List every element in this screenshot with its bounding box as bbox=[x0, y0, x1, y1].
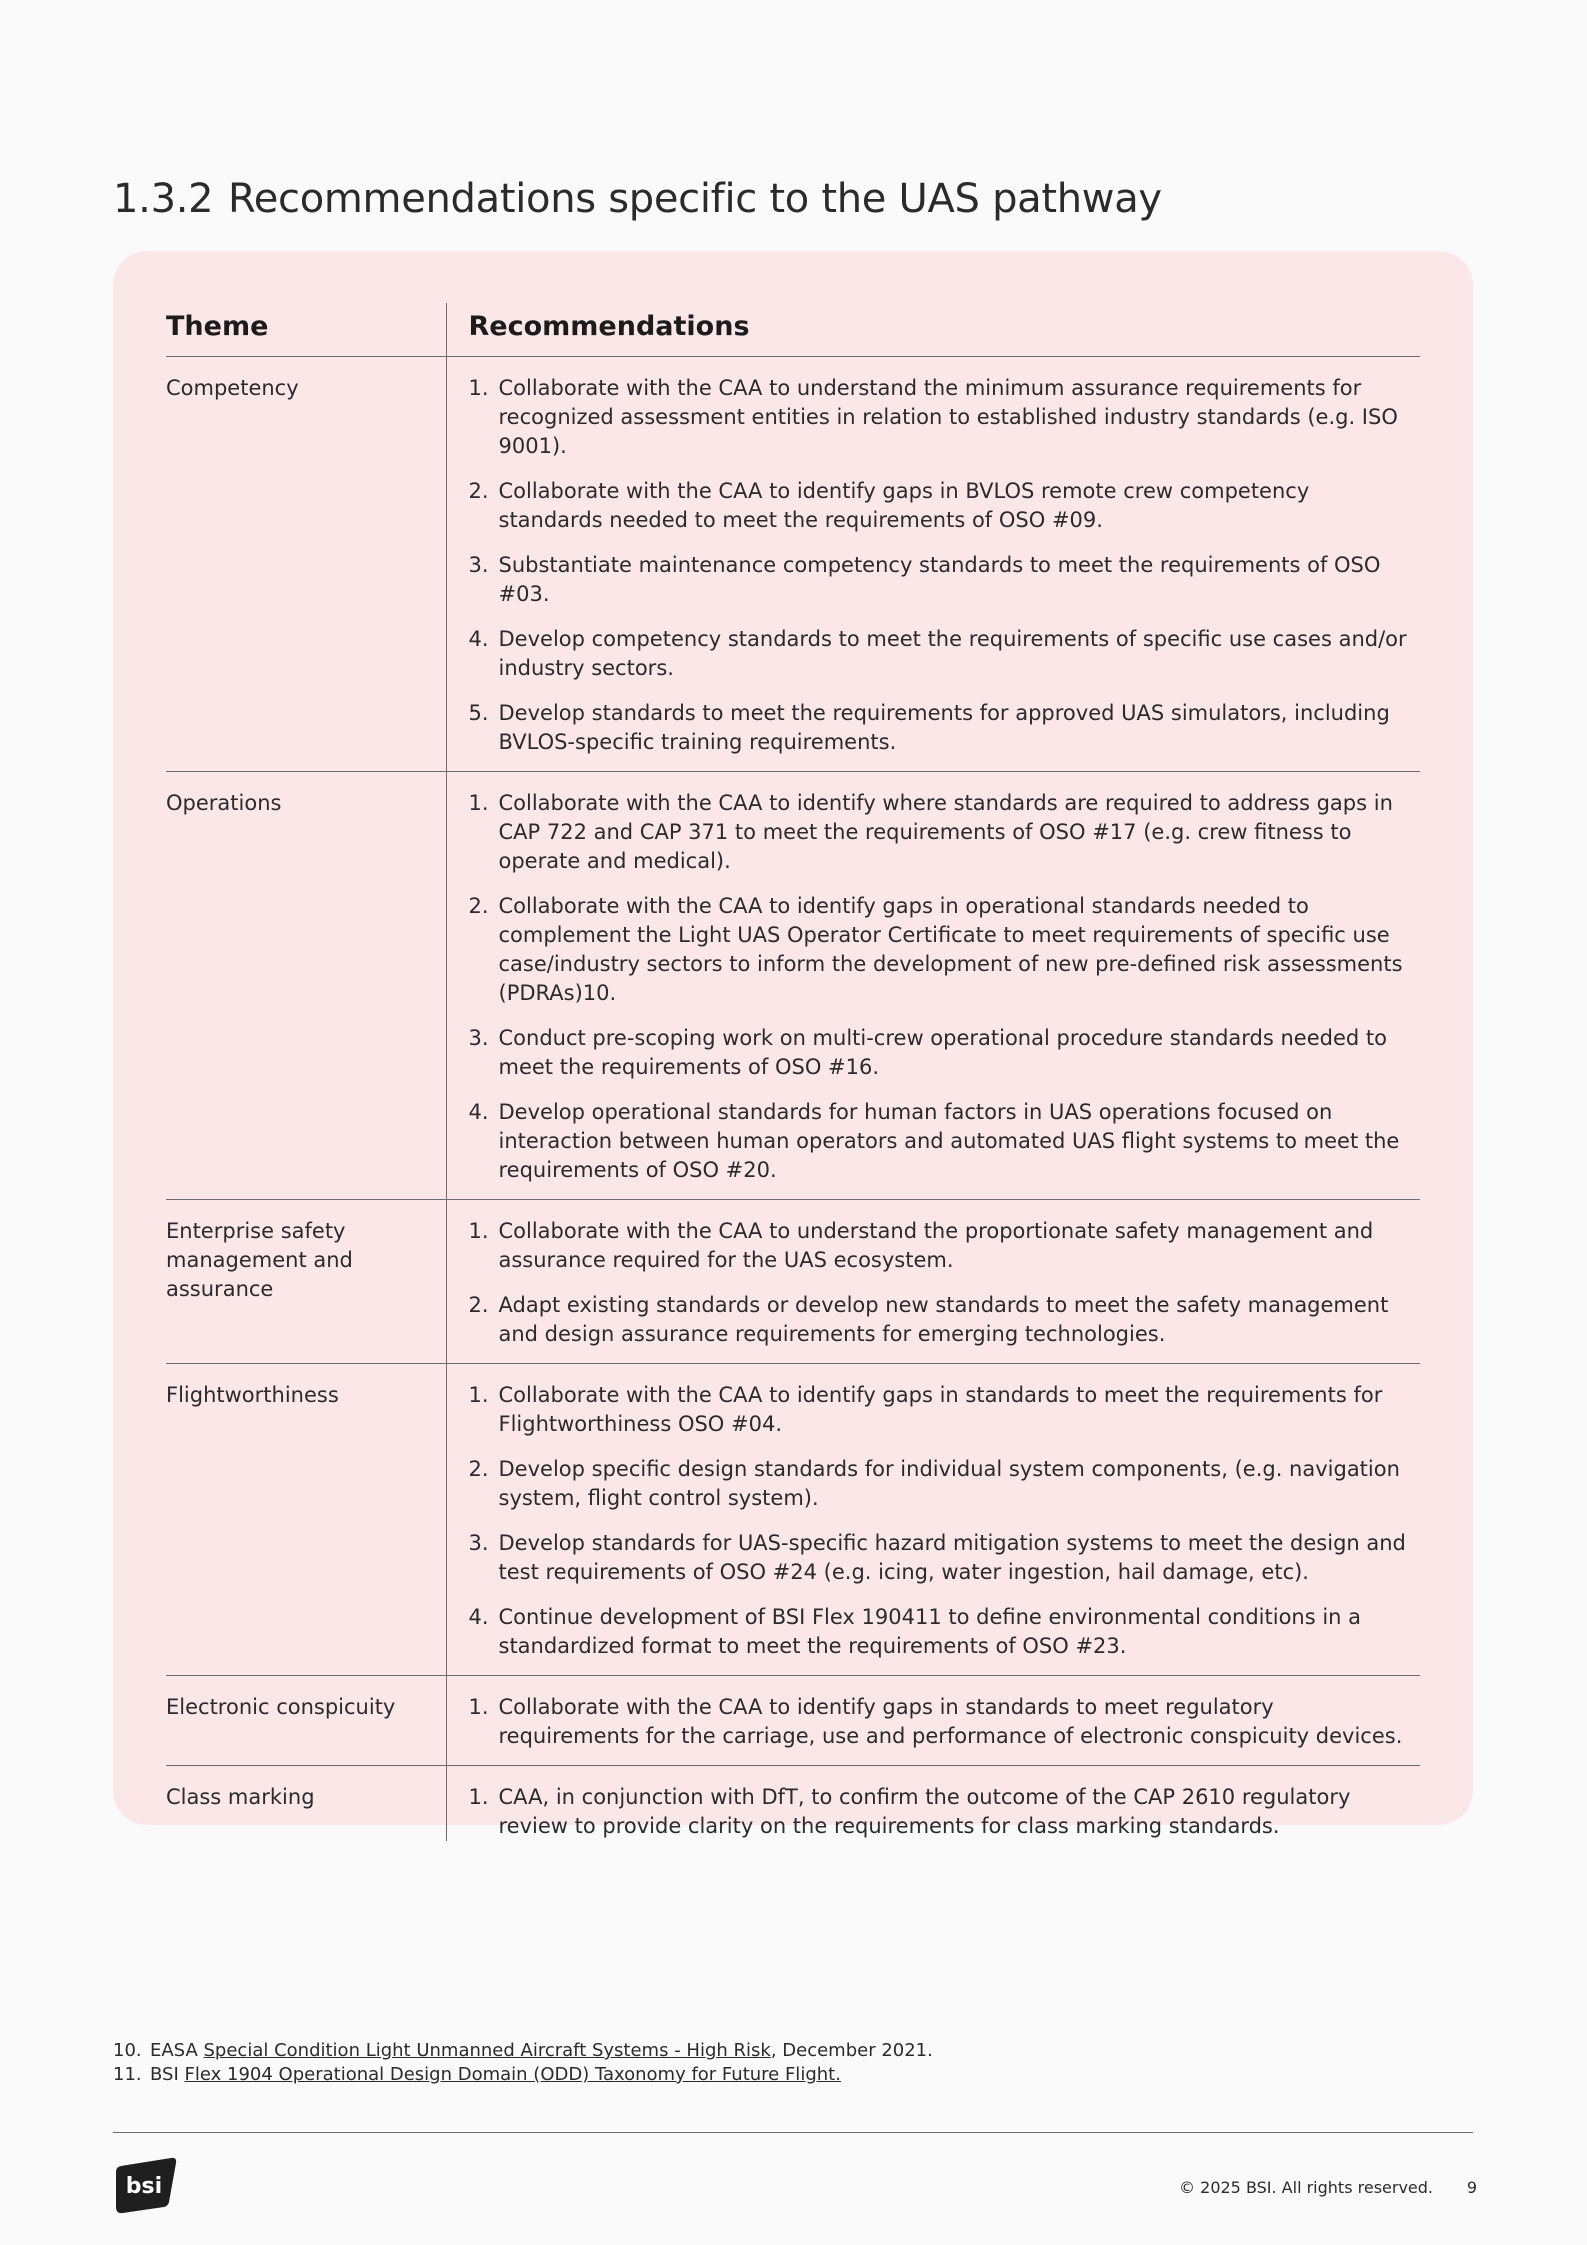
list-item bbox=[469, 1291, 1421, 1349]
list-item-text: Collaborate with the CAA to identify gaps in operational standards needed to complement the Light UAS Operator Certificate to meet requirements of specific use case/industry sectors to inform the development of new pre-defined risk assessments (PDRAs)10. bbox=[498, 894, 1403, 1005]
list-item bbox=[469, 892, 1421, 1008]
recommendations-cell bbox=[446, 1200, 1420, 1364]
recommendations-cell bbox=[446, 1364, 1420, 1676]
list-item-number: 2. bbox=[468, 894, 489, 918]
footnote-number: 10. bbox=[113, 2040, 142, 2061]
list-item-text: Develop standards for UAS-specific hazard mitigation systems to meet the design and test requirements of OSO #24 (e.g. icing, water ingestion, hail damage, etc). bbox=[498, 1531, 1406, 1584]
theme-cell: Competency bbox=[166, 357, 446, 772]
table-row bbox=[166, 357, 1420, 772]
theme-header: Theme bbox=[166, 303, 446, 357]
recommendation-list bbox=[469, 1693, 1421, 1751]
theme-cell: Enterprise safety management and assurance bbox=[166, 1200, 446, 1364]
list-item bbox=[469, 625, 1421, 683]
list-item bbox=[469, 1217, 1421, 1275]
list-item bbox=[469, 789, 1421, 876]
section-title: Recommendations specific to the UAS pathway bbox=[228, 176, 1162, 222]
list-item-text: Develop specific design standards for individual system components, (e.g. navigation system, flight control system). bbox=[498, 1457, 1400, 1510]
list-item-number: 5. bbox=[468, 701, 489, 725]
footnote-link[interactable]: Special Condition Light Unmanned Aircraft Systems - High Risk bbox=[203, 2040, 771, 2061]
table-row bbox=[166, 1766, 1420, 1842]
list-item bbox=[469, 477, 1421, 535]
section-number: 1.3.2 bbox=[113, 176, 214, 222]
list-item-number: 3. bbox=[468, 1531, 489, 1555]
footnote-prefix: EASA bbox=[150, 2040, 198, 2061]
list-item-text: Collaborate with the CAA to identify gaps in standards to meet the requirements for Flightworthiness OSO #04. bbox=[498, 1383, 1383, 1436]
list-item-text: CAA, in conjunction with DfT, to confirm the outcome of the CAP 2610 regulatory review to provide clarity on the requirements for class marking standards. bbox=[498, 1785, 1351, 1838]
recommendations-cell bbox=[446, 772, 1420, 1200]
list-item-text: Develop competency standards to meet the requirements of specific use cases and/or industry sectors. bbox=[498, 627, 1407, 680]
list-item-number: 1. bbox=[468, 1785, 489, 1809]
table-header-row bbox=[166, 303, 1420, 357]
list-item bbox=[469, 551, 1421, 609]
table-body bbox=[166, 357, 1420, 1842]
theme-cell: Electronic conspicuity bbox=[166, 1676, 446, 1766]
recommendations-header: Recommendations bbox=[446, 303, 1420, 357]
list-item-text: Develop standards to meet the requirements for approved UAS simulators, including BVLOS-specific training requirements. bbox=[498, 701, 1390, 754]
footnote-number: 11. bbox=[113, 2064, 142, 2085]
recommendations-cell bbox=[446, 1676, 1420, 1766]
list-item-number: 3. bbox=[468, 553, 489, 577]
list-item-number: 1. bbox=[468, 1383, 489, 1407]
list-item bbox=[469, 1455, 1421, 1513]
list-item bbox=[469, 1098, 1421, 1185]
copyright-text: © 2025 BSI. All rights reserved. bbox=[1179, 2178, 1433, 2197]
list-item bbox=[469, 699, 1421, 757]
list-item-number: 4. bbox=[468, 1605, 489, 1629]
logo-text: bsi bbox=[125, 2174, 163, 2199]
list-item-text: Adapt existing standards or develop new standards to meet the safety management and design assurance requirements for emerging technologies. bbox=[498, 1293, 1389, 1346]
recommendation-list bbox=[469, 1381, 1421, 1661]
list-item-text: Develop operational standards for human factors in UAS operations focused on interaction between human operators and automated UAS flight systems to meet the requirements of OSO #20. bbox=[498, 1100, 1400, 1182]
list-item-text: Collaborate with the CAA to understand the proportionate safety management and assurance required for the UAS ecosystem. bbox=[498, 1219, 1374, 1272]
recommendations-panel bbox=[113, 251, 1473, 1838]
list-item-number: 1. bbox=[468, 1219, 489, 1243]
list-item-number: 3. bbox=[468, 1026, 489, 1050]
list-item-number: 1. bbox=[468, 1695, 489, 1719]
page-title bbox=[113, 176, 1162, 222]
list-item-text: Continue development of BSI Flex 190411 to define environmental conditions in a standardized format to meet the requirements of OSO #23. bbox=[498, 1605, 1362, 1658]
page-number: 9 bbox=[1466, 2178, 1477, 2197]
list-item bbox=[469, 1783, 1421, 1841]
list-item-text: Conduct pre-scoping work on multi-crew operational procedure standards needed to meet the requirements of OSO #16. bbox=[498, 1026, 1387, 1079]
list-item-text: Collaborate with the CAA to identify gaps in BVLOS remote crew competency standards needed to meet the requirements of OSO #09. bbox=[498, 479, 1310, 532]
list-item bbox=[469, 1024, 1421, 1082]
list-item-number: 2. bbox=[468, 479, 489, 503]
recommendations-cell bbox=[446, 357, 1420, 772]
recommendation-list bbox=[469, 1217, 1421, 1349]
footnote-prefix: BSI bbox=[150, 2064, 179, 2085]
table-row bbox=[166, 1200, 1420, 1364]
recommendation-list bbox=[469, 789, 1421, 1185]
list-item-number: 1. bbox=[468, 376, 489, 400]
recommendation-list bbox=[469, 374, 1421, 757]
list-item-text: Substantiate maintenance competency standards to meet the requirements of OSO #03. bbox=[498, 553, 1381, 606]
table-row bbox=[166, 772, 1420, 1200]
footnote-suffix: , December 2021. bbox=[770, 2040, 933, 2061]
recommendation-list bbox=[469, 1783, 1421, 1841]
theme-cell: Operations bbox=[166, 772, 446, 1200]
list-item-text: Collaborate with the CAA to understand the minimum assurance requirements for recognized assessment entities in relation to established industry standards (e.g. ISO 9001). bbox=[498, 376, 1398, 458]
table-row bbox=[166, 1364, 1420, 1676]
list-item-text: Collaborate with the CAA to identify gaps in standards to meet regulatory requirements for the carriage, use and performance of electronic conspicuity devices. bbox=[498, 1695, 1403, 1748]
list-item bbox=[469, 1381, 1421, 1439]
theme-cell: Flightworthiness bbox=[166, 1364, 446, 1676]
list-item-number: 1. bbox=[468, 791, 489, 815]
footnote-10 bbox=[113, 2040, 933, 2061]
recommendations-table bbox=[166, 303, 1420, 1841]
theme-cell: Class marking bbox=[166, 1785, 315, 1809]
table-row bbox=[166, 1676, 1420, 1766]
list-item-text: Collaborate with the CAA to identify where standards are required to address gaps in CAP 722 and CAP 371 to meet the requirements of OSO #17 (e.g. crew fitness to operate and medical). bbox=[498, 791, 1393, 873]
list-item bbox=[469, 1529, 1421, 1587]
recommendations-cell bbox=[446, 1766, 1420, 1842]
list-item-number: 2. bbox=[468, 1293, 489, 1317]
list-item-number: 4. bbox=[468, 1100, 489, 1124]
list-item-number: 2. bbox=[468, 1457, 489, 1481]
bsi-logo-icon bbox=[113, 2156, 179, 2214]
footnote-11 bbox=[113, 2064, 841, 2085]
footnote-link[interactable]: Flex 1904 Operational Design Domain (ODD) Taxonomy for Future Flight. bbox=[184, 2064, 841, 2085]
footer-divider bbox=[113, 2132, 1473, 2133]
list-item bbox=[469, 374, 1421, 461]
list-item-number: 4. bbox=[468, 627, 489, 651]
list-item bbox=[469, 1693, 1421, 1751]
list-item bbox=[469, 1603, 1421, 1661]
